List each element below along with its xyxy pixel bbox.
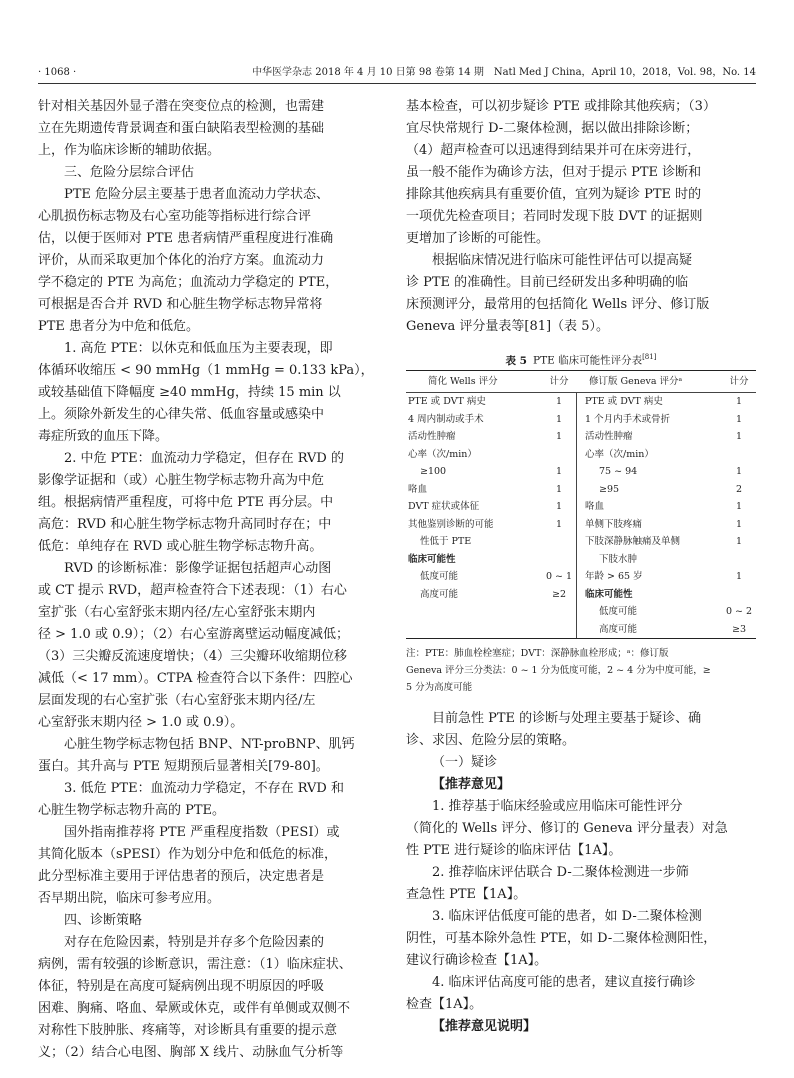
table-row (577, 428, 756, 446)
table-row (406, 516, 576, 534)
wells-score: 1 (555, 518, 563, 530)
wells-score: ≥2 (551, 588, 566, 600)
body-line: 排除其他疾病具有重要价值，宜列为疑诊 PTE 时的 (406, 187, 702, 202)
table-row (406, 428, 576, 446)
body-line: 对称性下肢肿胀、疼痛等，对诊断具有重要的提示意 (38, 1023, 338, 1038)
geneva-score: 1 (735, 571, 743, 582)
table-row (406, 551, 576, 569)
body-line: 3. 临床评估低度可能的患者，如 D-二聚体检测 (432, 909, 702, 924)
geneva-score: 1 (735, 518, 743, 530)
body-line: 否早期出院，临床可参考应用。 (38, 891, 221, 906)
header-rule (38, 83, 756, 84)
geneva-score: 1 (735, 536, 743, 547)
body-line: 2. 推荐临床评估联合 D-二聚体检测进一步筛 (432, 865, 689, 880)
body-line: 毒症所致的血压下降。 (38, 429, 169, 444)
body-line: 评价，从而采取更加个体化的治疗方案。血流动力 (38, 253, 325, 268)
geneva-score: 1 (735, 413, 743, 425)
body-line: 4. 临床评估高度可能的患者，建议直接行确诊 (432, 975, 696, 990)
body-line: 宜尽快常规行 D-二聚体检测，据以做出排除诊断； (406, 121, 699, 136)
table-label: 表 5 (505, 354, 527, 367)
body-line: 义；（2）结合心电图、胸部 X 线片、动脉血气分析等 (38, 1045, 344, 1060)
geneva-score: 0 ~ 2 (725, 606, 753, 617)
header-geneva: 修订版 Geneva 评分ᵃ (589, 376, 683, 387)
wells-item: 临床可能性 (408, 553, 456, 565)
table-row (577, 603, 756, 621)
wells-item: DVT 症状或体征 (408, 501, 480, 512)
wells-item: PTE 或 DVT 病史 (408, 396, 486, 407)
table-row (577, 498, 756, 516)
table-row (406, 411, 576, 429)
body-line: 心脏生物学标志物升高的 PTE。 (38, 803, 226, 818)
body-line: 层面发现的右心室扩张（右心室舒张末期内径/左 (38, 693, 316, 708)
header-geneva-score: 计分 (729, 376, 749, 387)
table-row (577, 551, 756, 569)
wells-item: 性低于 PTE (420, 536, 472, 547)
body-line: 对存在危险因素，特别是并存多个危险因素的 (64, 935, 325, 950)
body-line: Geneva 评分量表等[81]（表 5）。 (406, 319, 609, 334)
body-line: 学不稳定的 PTE 为高危；血流动力学稳定的 PTE， (38, 275, 339, 290)
body-line: 此分型标准主要用于评估患者的预后，决定患者是 (38, 869, 325, 884)
geneva-item: 年龄 > 65 岁 (585, 571, 643, 582)
table-header-row (406, 371, 756, 393)
geneva-item: 下肢深静脉触痛及单侧 (585, 536, 681, 547)
table-row (406, 481, 576, 499)
table-row (406, 533, 576, 551)
body-line: 目前急性 PTE 的诊断与处理主要基于疑诊、确 (432, 711, 702, 726)
geneva-score: 1 (735, 501, 743, 512)
body-line: 低危：单纯存在 RVD 或心脏生物学标志物升高。 (38, 539, 323, 554)
table-row (406, 586, 576, 604)
body-line: PTE 危险分层主要基于患者血流动力学状态、 (64, 187, 330, 202)
geneva-item: ≥95 (599, 483, 620, 495)
footnote-line: 注：PTE：肺血栓栓塞症；DVT：深静脉血栓形成；ᵃ：修订版 (406, 648, 669, 659)
body-line: 针对相关基因外显子潜在突变位点的检测，也需建 (38, 99, 325, 114)
body-line: 心脏生物学标志物包括 BNP、NT-proBNP、肌钙 (64, 737, 355, 752)
wells-score: 1 (555, 466, 563, 477)
right-column (406, 96, 756, 1038)
wells-score (542, 533, 576, 551)
body-line: 根据临床情况进行临床可能性评估可以提高疑 (432, 253, 693, 268)
table-row (577, 481, 756, 499)
body-line: 心肌损伤标志物及右心室功能等指标进行综合评 (38, 209, 312, 224)
body-line: 室扩张（右心室舒张末期内径/左心室舒张末期内 (38, 605, 316, 620)
geneva-item: PTE 或 DVT 病史 (585, 396, 663, 407)
geneva-item: 活动性肿瘤 (585, 431, 633, 442)
body-line: 径 > 1.0 或 0.9）；（2）右心室游离壁运动幅度减低； (38, 627, 350, 642)
body-line: 可根据是否合并 RVD 和心脏生物学标志物异常将 (38, 297, 323, 312)
geneva-score: 1 (735, 431, 743, 442)
wells-score: 1 (555, 396, 563, 407)
wells-score: 1 (555, 483, 563, 495)
wells-item: ≥100 (420, 466, 447, 477)
section-heading: 四、诊断策略 (64, 913, 143, 928)
body-line: 高危：RVD 和心脏生物学标志物升高同时存在；中 (38, 517, 332, 532)
body-line: 性 PTE 进行疑诊的临床评估【1A】。 (406, 843, 622, 858)
geneva-block (577, 393, 756, 638)
body-line: 蛋白。其升高与 PTE 短期预后显著相关[79-80]。 (38, 759, 329, 774)
body-line: 检查【1A】。 (406, 997, 483, 1012)
body-line: （简化的 Wells 评分、修订的 Geneva 评分量表）对急 (406, 821, 728, 836)
wells-score: 0 ~ 1 (545, 571, 573, 582)
body-line: 阴性，可基本除外急性 PTE，如 D-二聚体检测阳性， (406, 931, 717, 946)
geneva-item: 75 ~ 94 (599, 466, 638, 477)
body-line: 困难、胸痛、咯血、晕厥或休克，或伴有单侧或双侧不 (38, 1001, 351, 1016)
header-wells: 简化 Wells 评分 (428, 376, 498, 387)
wells-score (542, 551, 576, 569)
table-row (577, 621, 756, 639)
body-line: 建议行确诊检查【1A】。 (406, 953, 548, 968)
table-row (577, 516, 756, 534)
wells-item: 4 周内制动或手术 (408, 413, 484, 425)
wells-score: 1 (555, 501, 563, 512)
body-line: （4）超声检查可以迅速得到结果并可在床旁进行， (406, 143, 701, 158)
table-row (577, 586, 756, 604)
body-line: 国外指南推荐将 PTE 严重程度指数（PESI）或 (64, 825, 340, 840)
body-line: 1. 高危 PTE：以休克和低血压为主要表现，即 (64, 341, 333, 356)
header-wells-score: 计分 (549, 376, 569, 387)
wells-item: 心率（次/min） (408, 448, 477, 460)
body-line: 上，作为临床诊断的辅助依据。 (38, 143, 221, 158)
body-line: 病例，需有较强的诊断意识，需注意：（1）临床症状、 (38, 957, 352, 972)
table-row (577, 411, 756, 429)
wells-score (542, 446, 576, 464)
geneva-item: 高度可能 (599, 623, 638, 635)
body-line: 更增加了诊断的可能性。 (406, 231, 550, 246)
table-footnote (406, 645, 756, 696)
body-line: 组。根据病情严重程度，可将中危 PTE 再分层。中 (38, 495, 334, 510)
wells-score: 1 (555, 413, 563, 425)
geneva-item: 临床可能性 (585, 588, 633, 600)
geneva-score: 2 (735, 483, 743, 495)
table-row (406, 498, 576, 516)
footnote-line: Geneva 评分三分类法：0 ~ 1 分为低度可能，2 ~ 4 分为中度可能，≥ (406, 665, 711, 676)
recommendation-heading: 【推荐意见】 (432, 777, 511, 792)
recommendation-note-heading: 【推荐意见说明】 (432, 1019, 537, 1034)
body-line: （3）三尖瓣反流速度增快；（4）三尖瓣环收缩期位移 (38, 649, 348, 664)
geneva-score: 1 (735, 396, 743, 407)
wells-item: 其他鉴别诊断的可能 (408, 518, 494, 530)
body-line: RVD 的诊断标准：影像学证据包括超声心动图 (64, 561, 332, 576)
body-line: 心室舒张末期内径 > 1.0 或 0.9）。 (38, 715, 244, 730)
geneva-score (722, 446, 756, 464)
page-number: · 1068 · (38, 67, 77, 78)
table-row (577, 393, 756, 411)
table-row (577, 533, 756, 551)
geneva-score: 1 (735, 466, 743, 477)
body-line: 立在先期遗传背景调查和蛋白缺陷表型检测的基础 (38, 121, 325, 136)
table-row (406, 446, 576, 464)
journal-citation: 中华医学杂志 2018 年 4 月 10 日第 98 卷第 14 期 Natl Med J China，April 10，2018，Vol. 98，No. 14 (252, 67, 756, 78)
body-line: 影像学证据和（或）心脏生物学标志物升高为中危 (38, 473, 325, 488)
wells-item: 高度可能 (420, 588, 459, 600)
wells-item: 咯血 (408, 483, 428, 495)
geneva-item: 心率（次/min） (585, 448, 654, 460)
geneva-item: 低度可能 (599, 606, 638, 617)
section-heading: 三、危险分层综合评估 (64, 165, 195, 180)
clinical-probability-table (406, 370, 756, 639)
running-header (38, 66, 756, 80)
left-column (38, 96, 388, 1064)
geneva-score (722, 586, 756, 604)
body-line: 诊、求因、危险分层的策略。 (406, 733, 576, 748)
body-line: 或 CT 提示 RVD，超声检查符合下述表现：（1）右心 (38, 583, 347, 598)
body-line: 虽一般不能作为确诊方法，但对于提示 PTE 诊断和 (406, 165, 702, 180)
table-caption (406, 348, 756, 366)
body-line: PTE 患者分为中危和低危。 (38, 319, 200, 334)
table-row (577, 568, 756, 586)
table-row (406, 568, 576, 586)
body-line: 查急性 PTE【1A】。 (406, 887, 527, 902)
wells-item: 活动性肿瘤 (408, 431, 456, 442)
body-line: 或较基础值下降幅度 ≥40 mmHg，持续 15 min 以 (38, 385, 341, 400)
geneva-item: 单侧下肢疼痛 (585, 518, 643, 530)
body-line: 3. 低危 PTE：血流动力学稳定，不存在 RVD 和 (64, 781, 344, 796)
geneva-score: ≥3 (731, 623, 746, 635)
body-line: 诊 PTE 的准确性。目前已经研发出多种明确的临 (406, 275, 689, 290)
body-line: 一项优先检查项目；若同时发现下肢 DVT 的证据则 (406, 209, 703, 224)
geneva-item: 下肢水肿 (599, 553, 638, 565)
table-row (577, 463, 756, 481)
footnote-line: 5 分为高度可能 (406, 682, 473, 693)
body-line: 其简化版本（sPESI）作为划分中危和低危的标准， (38, 847, 337, 862)
geneva-score (722, 551, 756, 569)
body-line: 体征，特别是在高度可疑病例出现不明原因的呼吸 (38, 979, 325, 994)
body-line: 1. 推荐基于临床经验或应用临床可能性评分 (432, 799, 683, 814)
table-row (406, 393, 576, 411)
body-line: 体循环收缩压 < 90 mmHg（1 mmHg = 0.133 kPa）， (38, 363, 374, 378)
table-row (577, 446, 756, 464)
geneva-item: 咯血 (585, 501, 605, 512)
body-line: 估，以便于医师对 PTE 患者病情严重程度进行准确 (38, 231, 334, 246)
body-line: 基本检查，可以初步疑诊 PTE 或排除其他疾病；（3） (406, 99, 716, 114)
wells-score: 1 (555, 431, 563, 442)
body-line: 床预测评分，最常用的包括简化 Wells 评分、修订版 (406, 297, 710, 312)
body-line: 上。须除外新发生的心律失常、低血容量或感染中 (38, 407, 325, 422)
table-reference: [81] (642, 353, 657, 361)
wells-block (406, 393, 577, 638)
wells-item: 低度可能 (420, 571, 459, 582)
subsection-heading: （一）疑诊 (432, 755, 498, 770)
table-row (406, 463, 576, 481)
geneva-item: 1 个月内手术或骨折 (585, 413, 671, 425)
body-line: 减低（< 17 mm）。CTPA 检查符合以下条件：四腔心 (38, 671, 353, 686)
table-title: PTE 临床可能性评分表 (533, 354, 643, 367)
body-line: 2. 中危 PTE：血流动力学稳定，但存在 RVD 的 (64, 451, 344, 466)
